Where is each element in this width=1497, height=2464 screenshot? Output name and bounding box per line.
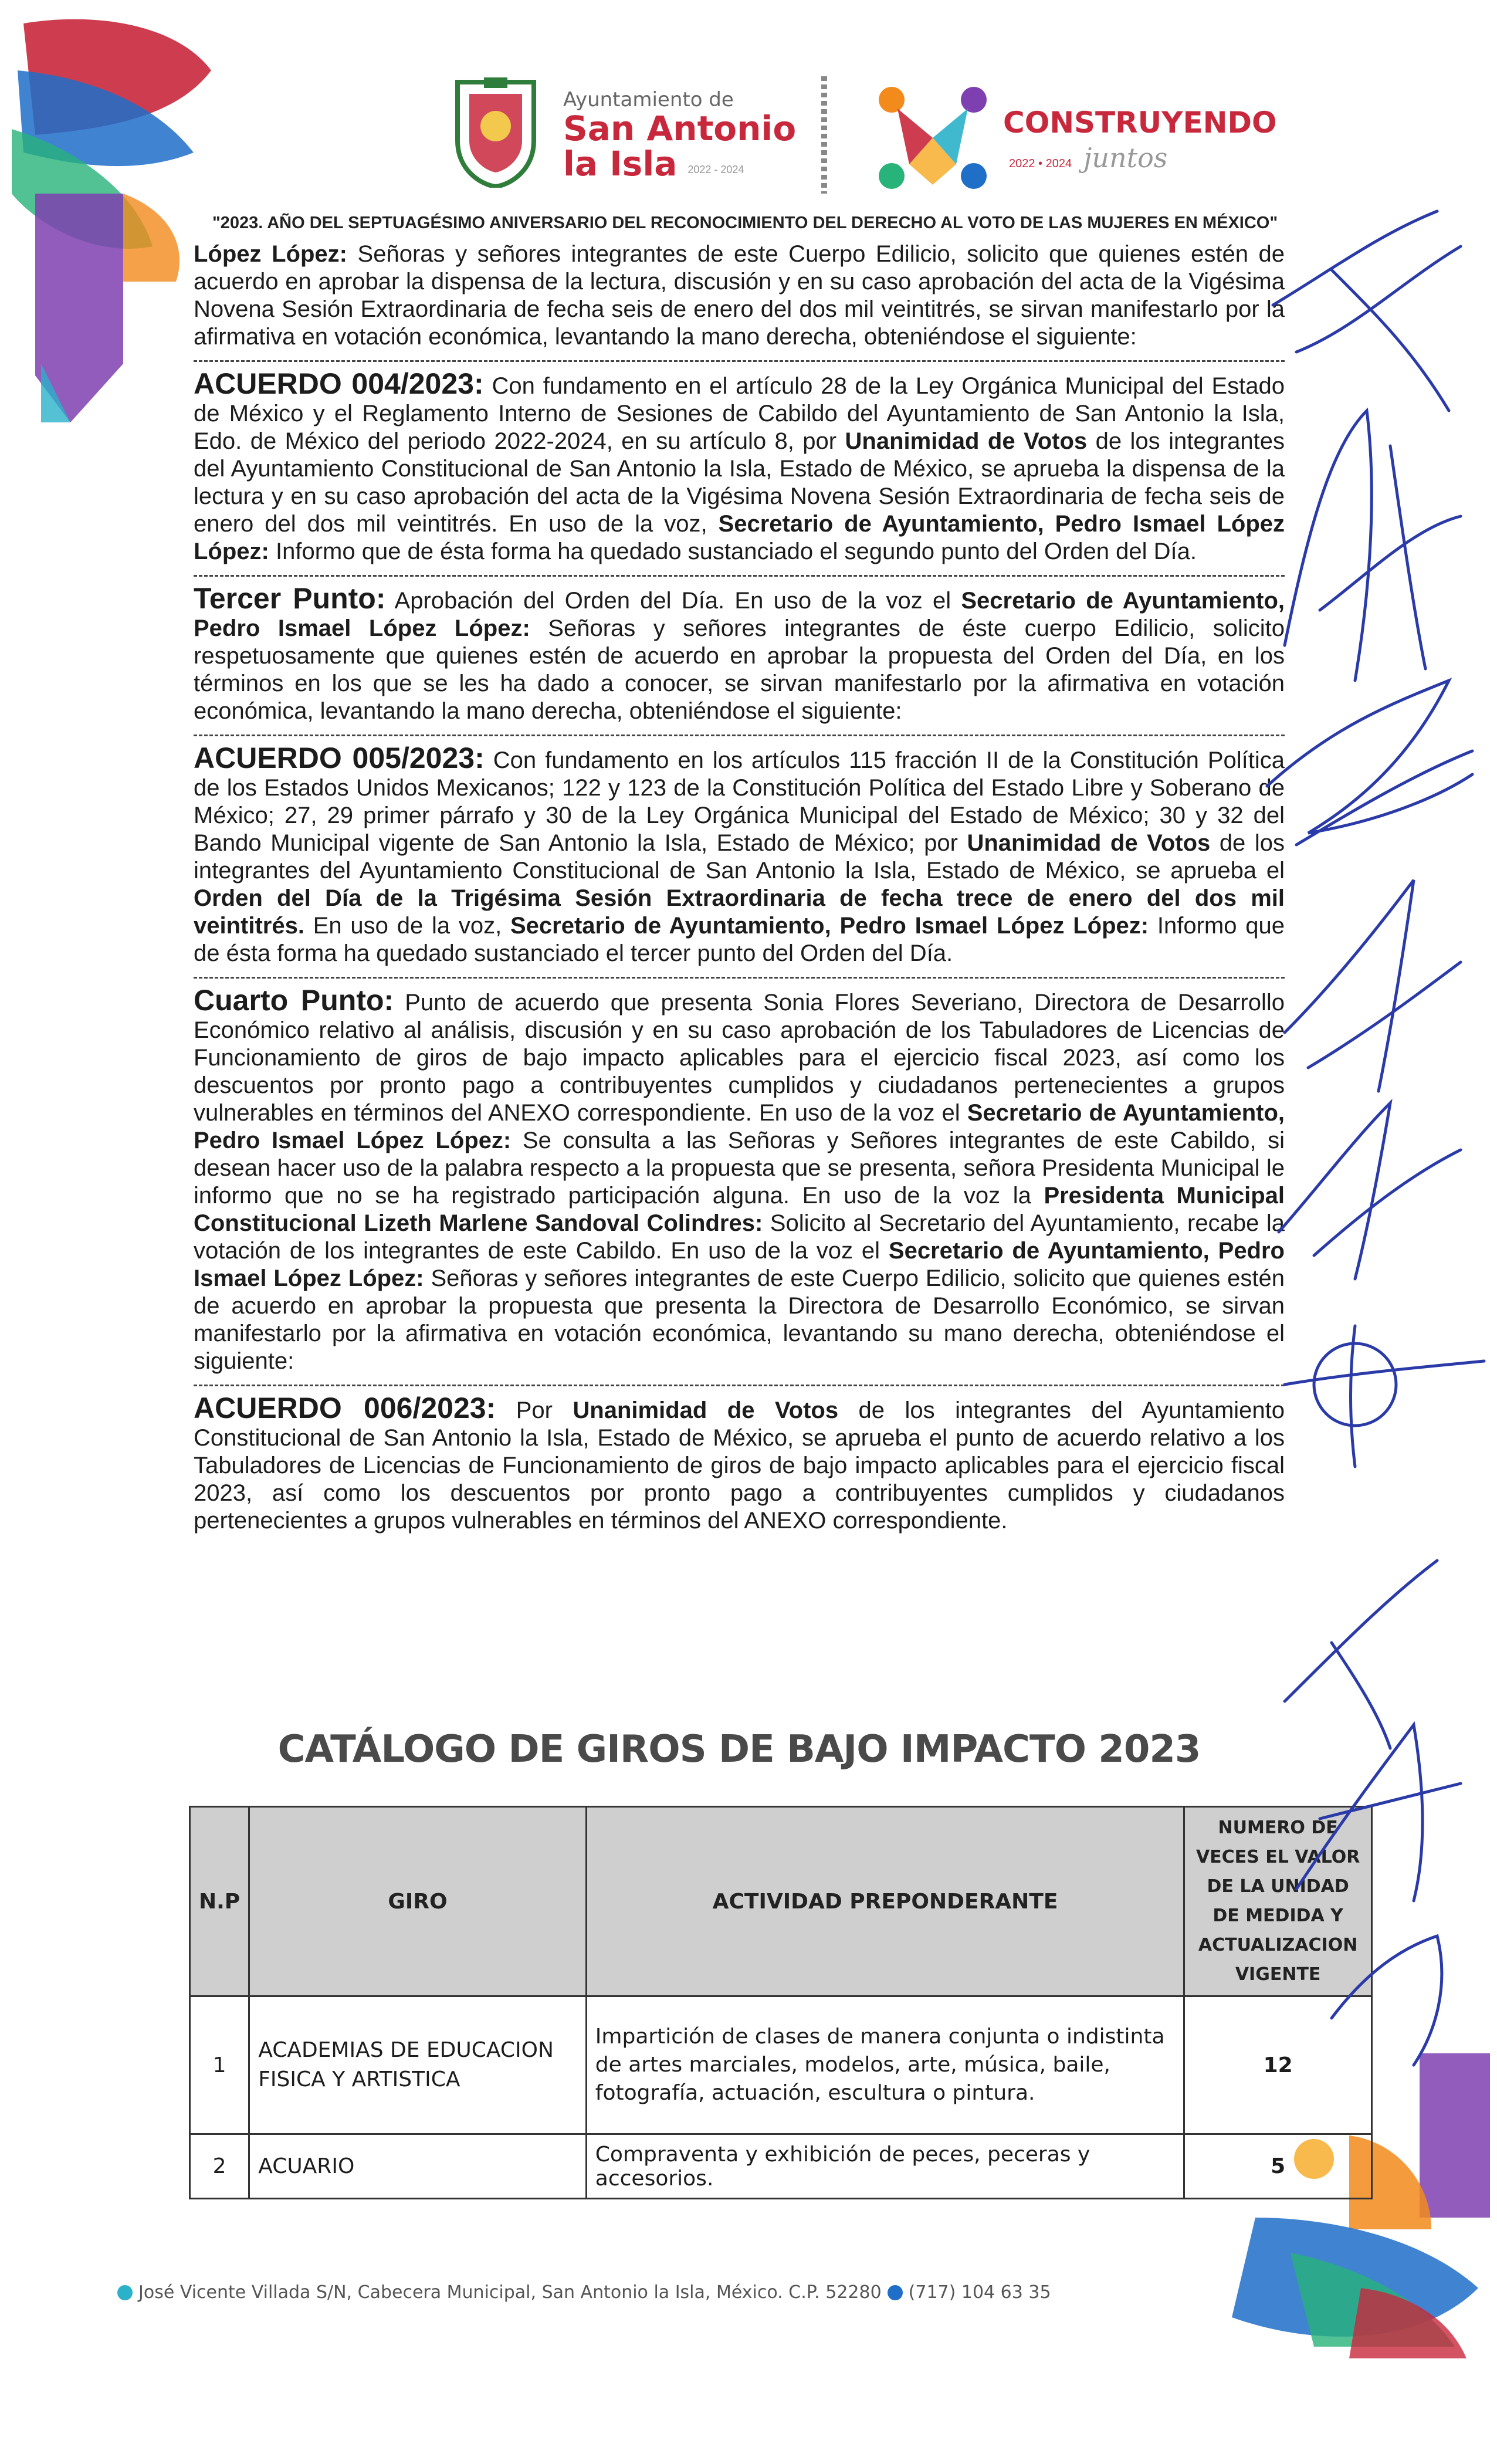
dashed-separator [194,1385,1285,1386]
column-header-actividad: ACTIVIDAD PREPONDERANTE [586,1807,1184,1996]
header-divider [821,76,827,194]
municipal-crest-logo [452,70,540,188]
speaker-name: López López: [194,241,347,267]
cell-valor: 12 [1184,1996,1372,2134]
phone-icon [888,2285,903,2300]
paragraph-tercer-punto: Tercer Punto: Aprobación del Orden del Día. En uso de la voz el Secretario de Ayuntamiento, Pedro Ismael López López: Señoras y señores integrantes de éste cuerpo Edilicio, solicito respetuosamente que quienes estén de acuerdo en aprobar la propuesta del Orden del Día, en los términos en los que se les ha dado a conocer, se sirvan manifestarlo por la afirmativa en votación económica, levantando la mano derecha, obteniéndose el siguiente: [194,582,1285,724]
table-row [190,1996,1372,2134]
document-body [194,241,1285,1535]
dashed-separator [194,575,1285,577]
campaign-period: 2022 • 2024 [1009,157,1072,170]
footer [117,2282,1051,2303]
catalog-title: CATÁLOGO DE GIROS DE BAJO IMPACTO 2023 [277,1728,1201,1771]
acuerdo-006-heading: ACUERDO 006/2023: [194,1392,496,1424]
motto-banner: "2023. AÑO DEL SEPTUAGÉSIMO ANIVERSARIO DEL RECONOCIMIENTO DEL DERECHO AL VOTO DE LAS MUJERES EN MÉXICO" [212,214,1278,232]
column-header-valor: NUMERO DE VECES EL VALOR DE LA UNIDAD DE MEDIDA Y ACTUALIZACION VIGENTE [1184,1807,1372,1996]
paragraph-acuerdo-006: ACUERDO 006/2023: Por Unanimidad de Votos de los integrantes del Ayuntamiento Constitucional de San Antonio la Isla, Estado de México, se aprueba el punto de acuerdo relativo a los Tabuladores de Licencias de Funcionamiento de giros de bajo impacto aplicables para el ejercicio fiscal 2023, así como los descuentos por pronto pago a contribuyentes cumplidos y ciudadanos pertenecientes a grupos vulnerables en términos del ANEXO correspondiente. [194,1392,1285,1534]
cell-giro: ACUARIO [249,2134,587,2199]
paragraph-acuerdo-004: ACUERDO 004/2023: Con fundamento en el artículo 28 de la Ley Orgánica Municipal del Estado de México y el Reglamento Interno de Sesiones de Cabildo del Ayuntamiento de San Antonio la Isla, Edo. de México del periodo 2022-2024, en su artículo 8, por Unanimidad de Votos de los integrantes del Ayuntamiento Constitucional de San Antonio la Isla, Estado de México, se aprueba la dispensa de la lectura y en su caso aprobación del acta de la Vigésima Novena Sesión Extraordinaria de fecha seis de enero del dos mil veintitrés. En uso de la voz, Secretario de Ayuntamiento, Pedro Ismael López López: Informo que de ésta forma ha quedado sustanciado el segundo punto del Orden del Día. [194,367,1285,564]
dashed-separator [194,735,1285,736]
paragraph-1: López López: Señoras y señores integrantes de este Cuerpo Edilicio, solicito que quienes estén de acuerdo en aprobar la dispensa de la lectura, discusión y en su caso aprobación del acta de la Vigésima Novena Sesión Extraordinaria de fecha seis de enero del dos mil veintitrés, se sirvan manifestarlo por la afirmativa en votación económica, levantando la mano derecha, obteniéndose el siguiente: [194,241,1285,350]
construyendo-icon [874,82,991,194]
paragraph-acuerdo-005: ACUERDO 005/2023: Con fundamento en los artículos 115 fracción II de la Constitución Política de los Estados Unidos Mexicanos; 122 y 123 de la Constitución Política del Estado Libre y Soberano de México; 27, 29 primer párrafo y 30 de la Ley Orgánica Municipal del Estado de México; 30 y 32 del Bando Municipal vigente de San Antonio la Isla, Estado de México; por Unanimidad de Votos de los integrantes del Ayuntamiento Constitucional de San Antonio la Isla, Estado de México, se aprueba el Orden del Día de la Trigésima Sesión Extraordinaria de fecha trece de enero del dos mil veintitrés. En uso de la voz, Secretario de Ayuntamiento, Pedro Ismael López López: Informo que de ésta forma ha quedado sustanciado el tercer punto del Orden del Día. [194,742,1285,966]
campaign-title: CONSTRUYENDO [1003,106,1277,140]
paragraph-cuarto-punto: Cuarto Punto: Punto de acuerdo que presenta Sonia Flores Severiano, Directora de Desarrollo Económico relativo al análisis, discusión y en su caso aprobación de los Tabuladores de Licencias de Funcionamiento de giros de bajo impacto aplicables para el ejercicio fiscal 2023, así como los descuentos por pronto pago a contribuyentes cumplidos y ciudadanos pertenecientes a grupos vulnerables en términos del ANEXO correspondiente. En uso de la voz el Secretario de Ayuntamiento, Pedro Ismael López López: Se consulta a las Señoras y Señores integrantes de este Cabildo, si desean hacer uso de la palabra respecto a la propuesta que se presenta, señora Presidenta Municipal le informo que no se ha registrado participación alguna. En uso de la voz la Presidenta Municipal Constitucional Lizeth Marlene Sandoval Colindres: Solicito al Secretario del Ayuntamiento, recabe la votación de los integrantes de este Cabildo. En uso de la voz el Secretario de Ayuntamiento, Pedro Ismael López López: Señoras y señores integrantes de este Cuerpo Edilicio, solicito que quienes estén de acuerdo en aprobar la propuesta que presenta la Directora de Desarrollo Económico, se sirvan manifestarlo por la afirmativa en votación económica, levantando su mano derecha, obteniéndose el siguiente: [194,984,1285,1374]
handwritten-signatures [1261,199,1496,2077]
cell-giro: ACADEMIAS DE EDUCACION FISICA Y ARTISTICA [249,1996,587,2134]
construyendo-juntos-logo [874,76,1277,199]
column-header-np: N.P [190,1807,249,1996]
municipality-name-line2: la Isla [563,144,678,184]
location-icon [117,2285,133,2300]
column-header-giro: GIRO [249,1807,587,1996]
table-row [190,2134,1372,2199]
tercer-punto-heading: Tercer Punto: [194,582,386,615]
cell-actividad: Impartición de clases de manera conjunta o indistinta de artes marciales, modelos, arte, música, baile, fotografía, actuación, escultura o pintura. [586,1996,1184,2134]
cell-np: 2 [190,2134,249,2199]
dashed-separator [194,360,1285,362]
footer-phone: (717) 104 63 35 [908,2282,1051,2303]
dashed-separator [194,977,1285,979]
period-small: 2022 - 2024 [687,164,744,175]
cell-np: 1 [190,1996,249,2134]
acuerdo-005-heading: ACUERDO 005/2023: [194,742,485,774]
cell-actividad: Compraventa y exhibición de peces, peceras y accesorios. [586,2134,1184,2199]
cuarto-punto-heading: Cuarto Punto: [194,984,394,1017]
footer-address: José Vicente Villada S/N, Cabecera Municipal, San Antonio la Isla, México. C.P. 52280 [138,2282,882,2303]
acuerdo-004-heading: ACUERDO 004/2023: [194,367,484,400]
catalog-table [189,1806,1373,2199]
cell-valor: 5 [1184,2134,1372,2199]
ayuntamiento-wordmark [563,88,798,188]
ayuntamiento-label: Ayuntamiento de [563,88,734,111]
municipality-name-line1: San Antonio [563,109,797,148]
table-header-row [190,1807,1372,1996]
campaign-tagline: juntos [1083,142,1168,174]
